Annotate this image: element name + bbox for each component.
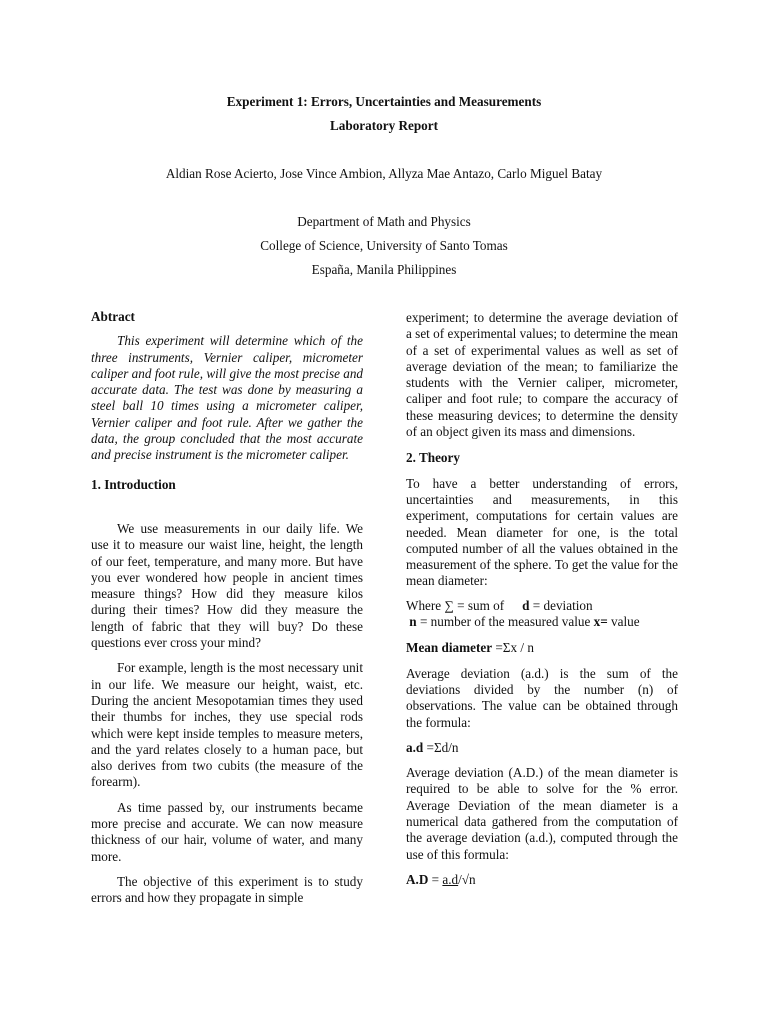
affiliation-department: Department of Math and Physics	[297, 214, 471, 229]
affiliation-location: España, Manila Philippines	[311, 262, 457, 277]
theory-heading: 2. Theory	[406, 450, 460, 466]
mean-diameter-formula: Mean diameter =Σx / n	[406, 640, 534, 656]
theory-paragraph-2: Average deviation (a.d.) is the sum of the deviations divided by the number (n) of observations. The value can be obtained through the formula:	[406, 665, 678, 730]
paper-subtitle: Laboratory Report	[329, 118, 439, 133]
abstract-heading: Abtract	[91, 309, 135, 324]
where-line-1: Where ∑ = sum of d = deviation	[406, 597, 593, 613]
intro-paragraph-1: We use measurements in our daily life. We use it to measure our waist line, height, the length of our feet, temperature, and many more. But have you ever wondered how people in ancient times measure things? How did they measure kilos during their times? How did they measure the length of fabric that they will buy? Do these questions ever cross your mind?	[91, 520, 363, 651]
paper-title: Experiment 1: Errors, Uncertainties and Measurements	[226, 94, 542, 109]
mean-average-deviation-formula: A.D = a.d/√n	[406, 871, 476, 887]
intro-paragraph-4: The objective of this experiment is to study errors and how they propagate in simple	[91, 873, 363, 906]
intro-paragraph-2: For example, length is the most necessary unit in our life. We measure our height, waist, etc. During the ancient Mesopotamian times they used their thumbs for inches, they use special rods which were kept inside temples to measure meters, and the yard relates closely to a human pace, but also derives from two cubits (the measure of the forearm).	[91, 660, 363, 790]
theory-paragraph-3: Average deviation (A.D.) of the mean diameter is required to be able to solve for the % error. Average Deviation of the mean diameter is a numerical data gathered from the computation of the average deviation (a.d.), computed through the use of this formula:	[406, 765, 678, 862]
intro-paragraph-3: As time passed by, our instruments became more precise and accurate. We can now measure thickness of our hair, volume of water, and many more.	[91, 799, 363, 864]
author-list: Aldian Rose Acierto, Jose Vince Ambion, Allyza Mae Antazo, Carlo Miguel Batay	[165, 166, 603, 181]
theory-paragraph-1: To have a better understanding of errors, uncertainties and measurements, in this experiment, computations for certain values are needed. Mean diameter for one, is the total computed number of all the values obtained in the measurement of the sphere. To get the value for the mean diameter:	[406, 475, 678, 589]
introduction-heading: 1. Introduction	[91, 476, 176, 492]
where-line-2: n = number of the measured value x= value	[409, 614, 640, 630]
left-column	[91, 309, 363, 907]
abstract-text: This experiment will determine which of the three instruments, Vernier caliper, micrometer caliper and foot rule, will give the most precise and accurate data. The test was done by measuring a steel ball 10 times using a micrometer caliper, Vernier caliper and foot rule. After we gather the data, the group concluded that the most accurate and precise instrument is the micrometer caliper.	[91, 333, 364, 463]
right-column	[406, 310, 678, 888]
affiliation-college: College of Science, University of Santo Tomas	[260, 238, 508, 253]
intro-paragraph-4-continued: experiment; to determine the average deviation of a set of experimental values; to determine the mean of a set of experimental values as well as set of average deviation of the mean; to familiarize the students with the Vernier caliper, micrometer, caliper and foot rule; to compare the accuracy of these measuring devices; to determine the density of an object given its mass and dimensions.	[406, 310, 678, 440]
average-deviation-formula: a.d =Σd/n	[406, 739, 459, 755]
